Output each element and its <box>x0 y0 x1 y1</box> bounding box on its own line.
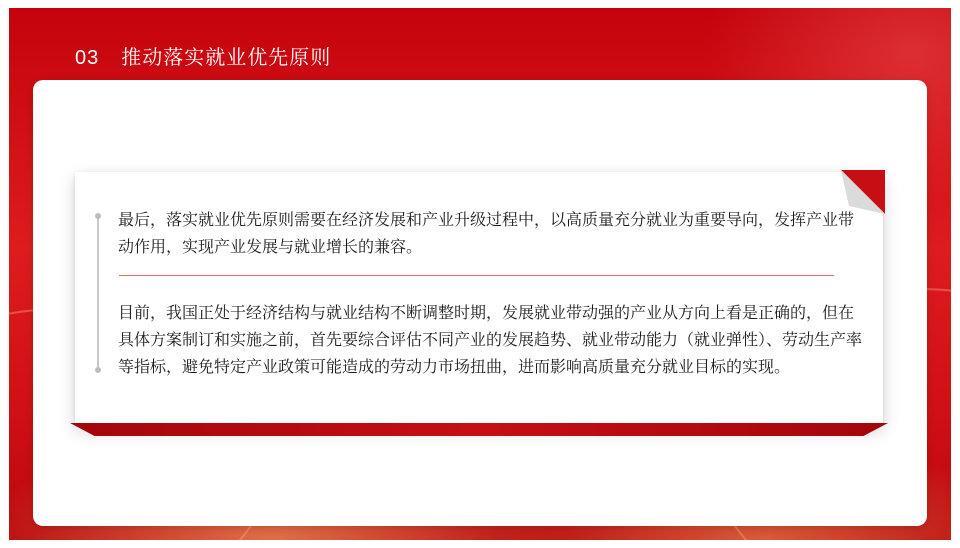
section-divider <box>119 275 834 276</box>
section-title: 推动落实就业优先原则 <box>121 45 332 69</box>
paragraph-current-situation: 目前，我国正处于经济结构与就业结构不断调整时期，发展就业带动强的产业从方向上看是正确的，但在具体方案制订和实施之前，首先要综合评估不同产业的发展趋势、就业带动能力（就业弹性）、劳动生产率等指标，避免特定产业政策可能造成的劳动力市场扭曲，进而影响高质量充分就业目标的实现。 <box>118 303 863 376</box>
timeline-dot-bottom <box>95 367 101 373</box>
page-title <box>75 41 331 70</box>
slide-background <box>9 8 951 540</box>
paragraph-conclusion: 最后，落实就业优先原则需要在经济发展和产业升级过程中，以高质量充分就业为重要导向，发挥产业带动作用，实现产业发展与就业增长的兼容。 <box>118 210 855 256</box>
panel-base-ribbon <box>70 423 888 436</box>
timeline-dot-top <box>95 213 101 219</box>
section-number: 03 <box>75 47 100 69</box>
timeline-rail <box>97 216 99 370</box>
content-card <box>33 80 927 526</box>
